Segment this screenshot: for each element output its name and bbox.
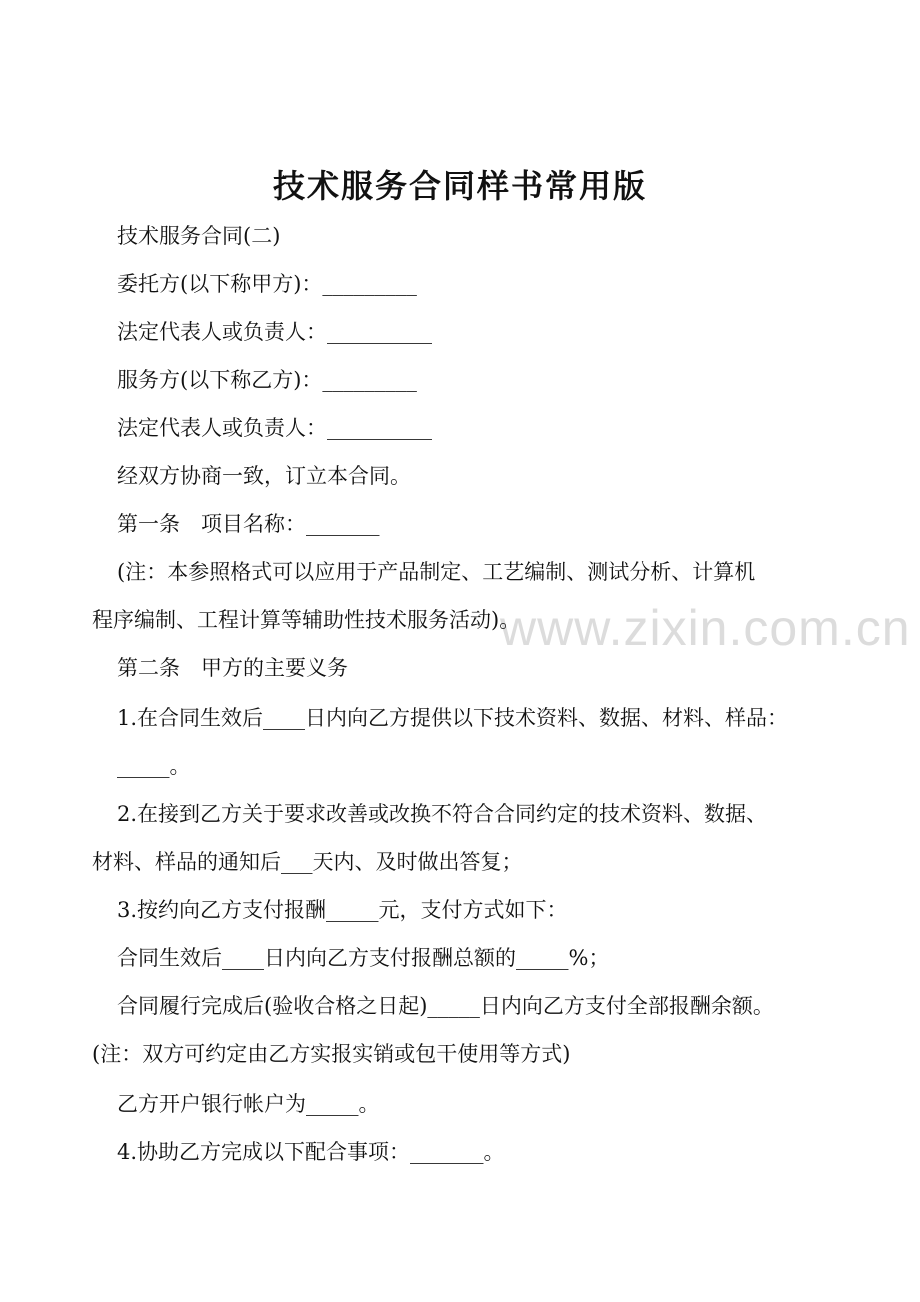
clause-3-line: 3.按约向乙方支付报酬_____元，支付方式如下： (117, 898, 568, 922)
party-a-representative-line: 法定代表人或负责人：__________ (117, 320, 432, 344)
party-a-line: 委托方(以下称甲方)：_________ (117, 272, 417, 296)
article-2-line: 第二条 甲方的主要义务 (117, 656, 348, 680)
article-1-line: 第一条 项目名称：_______ (117, 512, 380, 536)
note-line-2: 程序编制、工程计算等辅助性技术服务活动)。 (92, 608, 521, 632)
bank-account-line: 乙方开户银行帐户为_____。 (117, 1092, 380, 1116)
note-line-1: (注：本参照格式可以应用于产品制定、工艺编制、测试分析、计算机 (117, 560, 756, 584)
document-title: 技术服务合同样书常用版 (272, 167, 647, 205)
payment-note-line: (注：双方可约定由乙方实报实销或包干使用等方式) (92, 1042, 571, 1066)
clause-2-line: 2.在接到乙方关于要求改善或改换不符合合同约定的技术资料、数据、 (117, 802, 768, 826)
agreement-line: 经双方协商一致，订立本合同。 (117, 464, 411, 488)
clause-4-line: 4.协助乙方完成以下配合事项：_______。 (117, 1140, 505, 1164)
payment-line-1: 合同生效后____日内向乙方支付报酬总额的_____%； (117, 946, 610, 970)
clause-1-continuation: _____。 (117, 754, 191, 778)
subtitle-line: 技术服务合同(二) (117, 224, 281, 248)
party-b-representative-line: 法定代表人或负责人：__________ (117, 416, 432, 440)
clause-2-continuation: 材料、样品的通知后___天内、及时做出答复； (92, 850, 523, 874)
payment-line-2: 合同履行完成后(验收合格之日起)_____日内向乙方支付全部报酬余额。 (117, 994, 774, 1018)
watermark: www.zixin.com.cn (500, 600, 911, 656)
party-b-line: 服务方(以下称乙方)：_________ (117, 368, 417, 392)
clause-1-line: 1.在合同生效后____日内向乙方提供以下技术资料、数据、材料、样品： (117, 706, 789, 730)
